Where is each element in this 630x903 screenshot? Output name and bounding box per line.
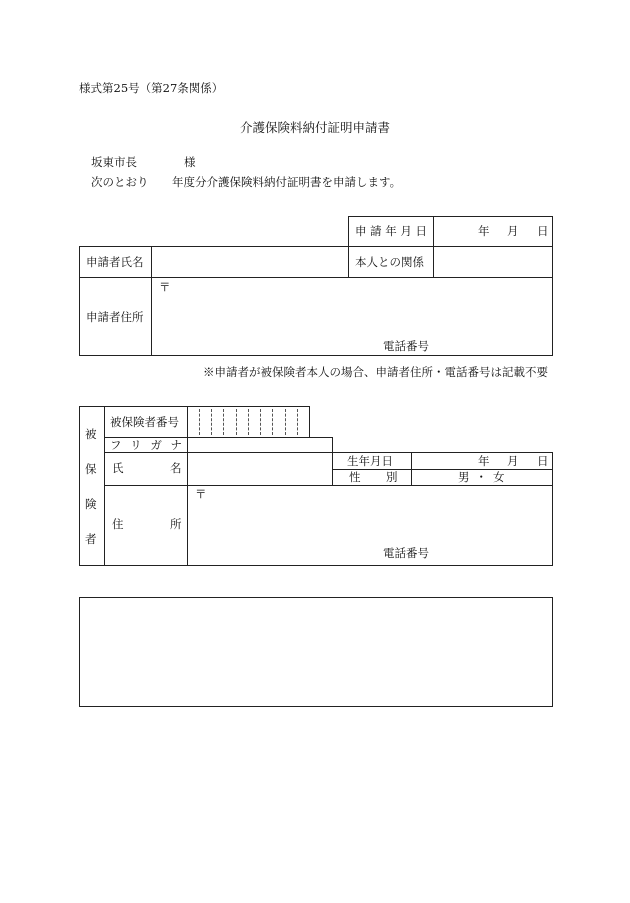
insured-address-label-1: 住 [112,517,124,531]
applicant-address-field[interactable] [152,279,551,335]
application-day-label: 日 [537,224,549,238]
addressee-honorific: 様 [184,155,196,169]
insured-address-field[interactable] [188,487,551,542]
birth-year-label: 年 [478,454,490,468]
insured-address-label-2: 所 [170,517,182,531]
applicant-address-label: 申請者住所 [86,310,144,324]
insured-number-label: 被保険者番号 [110,415,179,429]
insured-name-field[interactable] [188,454,330,484]
furigana-field[interactable] [188,439,330,451]
certification-box [79,597,553,707]
request-body: 年度分介護保険料納付証明書を申請します。 [172,175,402,189]
application-month-label: 月 [507,224,519,238]
application-date-label: 申 請 年 月 日 [355,224,427,238]
insured-postal-mark: 〒 [195,487,207,501]
request-prefix: 次のとおり [91,175,149,189]
application-year-label: 年 [478,224,490,238]
gender-options[interactable]: 男・女 [458,470,511,484]
insured-side-label-4: 者 [85,532,97,546]
birth-month-label: 月 [507,454,519,468]
applicant-note: ※申請者が被保険者本人の場合、申請者住所・電話番号は記載不要 [203,365,548,379]
gender-label-1: 性 [349,470,361,484]
page-title: 介護保険料納付証明申請書 [239,120,390,135]
insured-side-label-1: 被 [85,427,97,441]
insured-name-label-2: 名 [170,461,182,475]
addressee-mayor: 坂東市長 [91,155,137,169]
relation-label: 本人との関係 [355,255,424,269]
applicant-name-label: 申請者氏名 [86,255,144,269]
insured-side-label-3: 険 [85,497,97,511]
birth-day-label: 日 [537,454,549,468]
insured-phone-label: 電話番号 [383,546,429,560]
applicant-phone-label: 電話番号 [383,339,429,353]
insured-name-label-1: 氏 [112,461,124,475]
form-number: 様式第25号（第27条関係） [79,81,224,95]
applicant-postal-mark: 〒 [159,280,171,294]
relation-field[interactable] [435,248,551,276]
applicant-name-field[interactable] [152,248,346,276]
furigana-label: フ リ ガ ナ [110,438,182,452]
insured-side-label-2: 保 [85,462,97,476]
birth-date-label: 生年月日 [347,454,393,468]
gender-label-2: 別 [386,470,398,484]
